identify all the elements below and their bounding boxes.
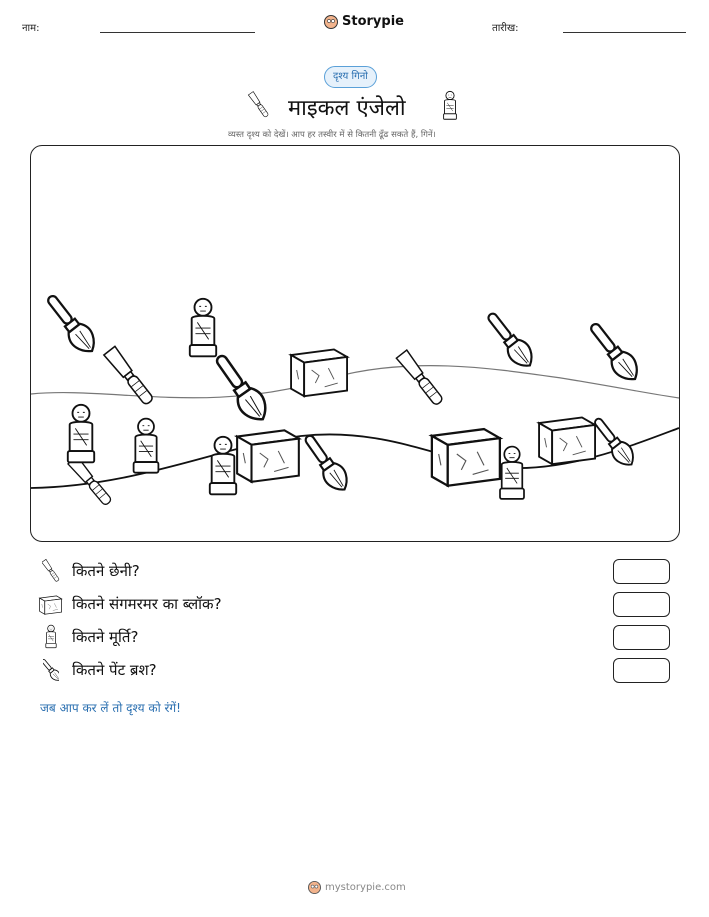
brand-logo — [324, 14, 404, 29]
coloring-instruction: जब आप कर लें तो दृश्य को रंगें! — [40, 701, 181, 715]
name-line[interactable] — [100, 32, 255, 33]
answer-box-marble-block[interactable] — [613, 592, 670, 617]
date-label: तारीख: — [492, 23, 519, 34]
answer-box-chisel[interactable] — [613, 559, 670, 584]
statue-icon — [500, 447, 524, 499]
marble-block-icon — [237, 430, 299, 481]
paint-brush-icon — [209, 350, 273, 427]
question-paint-brush — [38, 657, 157, 683]
question-text: कितने पेंट ब्रश? — [72, 661, 157, 679]
page-title: माइकल एंजेलो — [288, 96, 406, 121]
marble-block-icon — [432, 429, 500, 486]
chisel-icon — [246, 90, 272, 120]
statue-icon — [210, 437, 236, 495]
question-text: कितने मूर्ति? — [72, 628, 139, 646]
paint-brush-icon — [482, 308, 539, 372]
question-chisel — [38, 558, 140, 584]
statue-icon — [190, 299, 216, 357]
marble-block-icon — [539, 417, 595, 464]
footer-url[interactable]: mystorypie.com — [325, 882, 406, 893]
answer-box-statue[interactable] — [613, 625, 670, 650]
chisel-icon — [104, 346, 155, 406]
owl-logo-icon — [308, 881, 321, 894]
question-text: कितने छेनी? — [72, 562, 140, 580]
paint-brush-icon — [589, 414, 639, 471]
question-statue — [38, 624, 138, 650]
chisel-icon — [42, 558, 60, 584]
question-text: कितने संगमरमर का ब्लॉक? — [72, 595, 222, 613]
question-marble-block — [38, 591, 222, 617]
statue-icon — [440, 90, 460, 122]
paint-brush-icon — [41, 290, 101, 358]
scene-illustration — [31, 146, 679, 541]
count-scene — [30, 145, 680, 542]
owl-logo-icon — [324, 15, 338, 29]
chisel-icon — [396, 350, 444, 407]
footer — [308, 881, 406, 894]
brand-name: Storypie — [342, 14, 404, 29]
activity-badge: दृश्य गिनो — [324, 66, 377, 88]
statue-icon — [43, 624, 59, 650]
date-line[interactable] — [563, 32, 686, 33]
paint-brush-icon — [584, 318, 644, 386]
statue-icon — [68, 405, 94, 463]
marble-block-icon — [291, 349, 347, 396]
name-label: नाम: — [22, 23, 40, 34]
statue-icon — [134, 419, 159, 473]
marble-block-icon — [38, 593, 64, 615]
paint-brush-icon — [299, 430, 354, 495]
paint-brush-icon — [43, 656, 59, 684]
instructions: व्यस्त दृश्य को देखें। आप हर तस्वीर में से कितनी ढूँढ सकते हैं, गिनें। — [228, 130, 436, 140]
answer-box-paint-brush[interactable] — [613, 658, 670, 683]
